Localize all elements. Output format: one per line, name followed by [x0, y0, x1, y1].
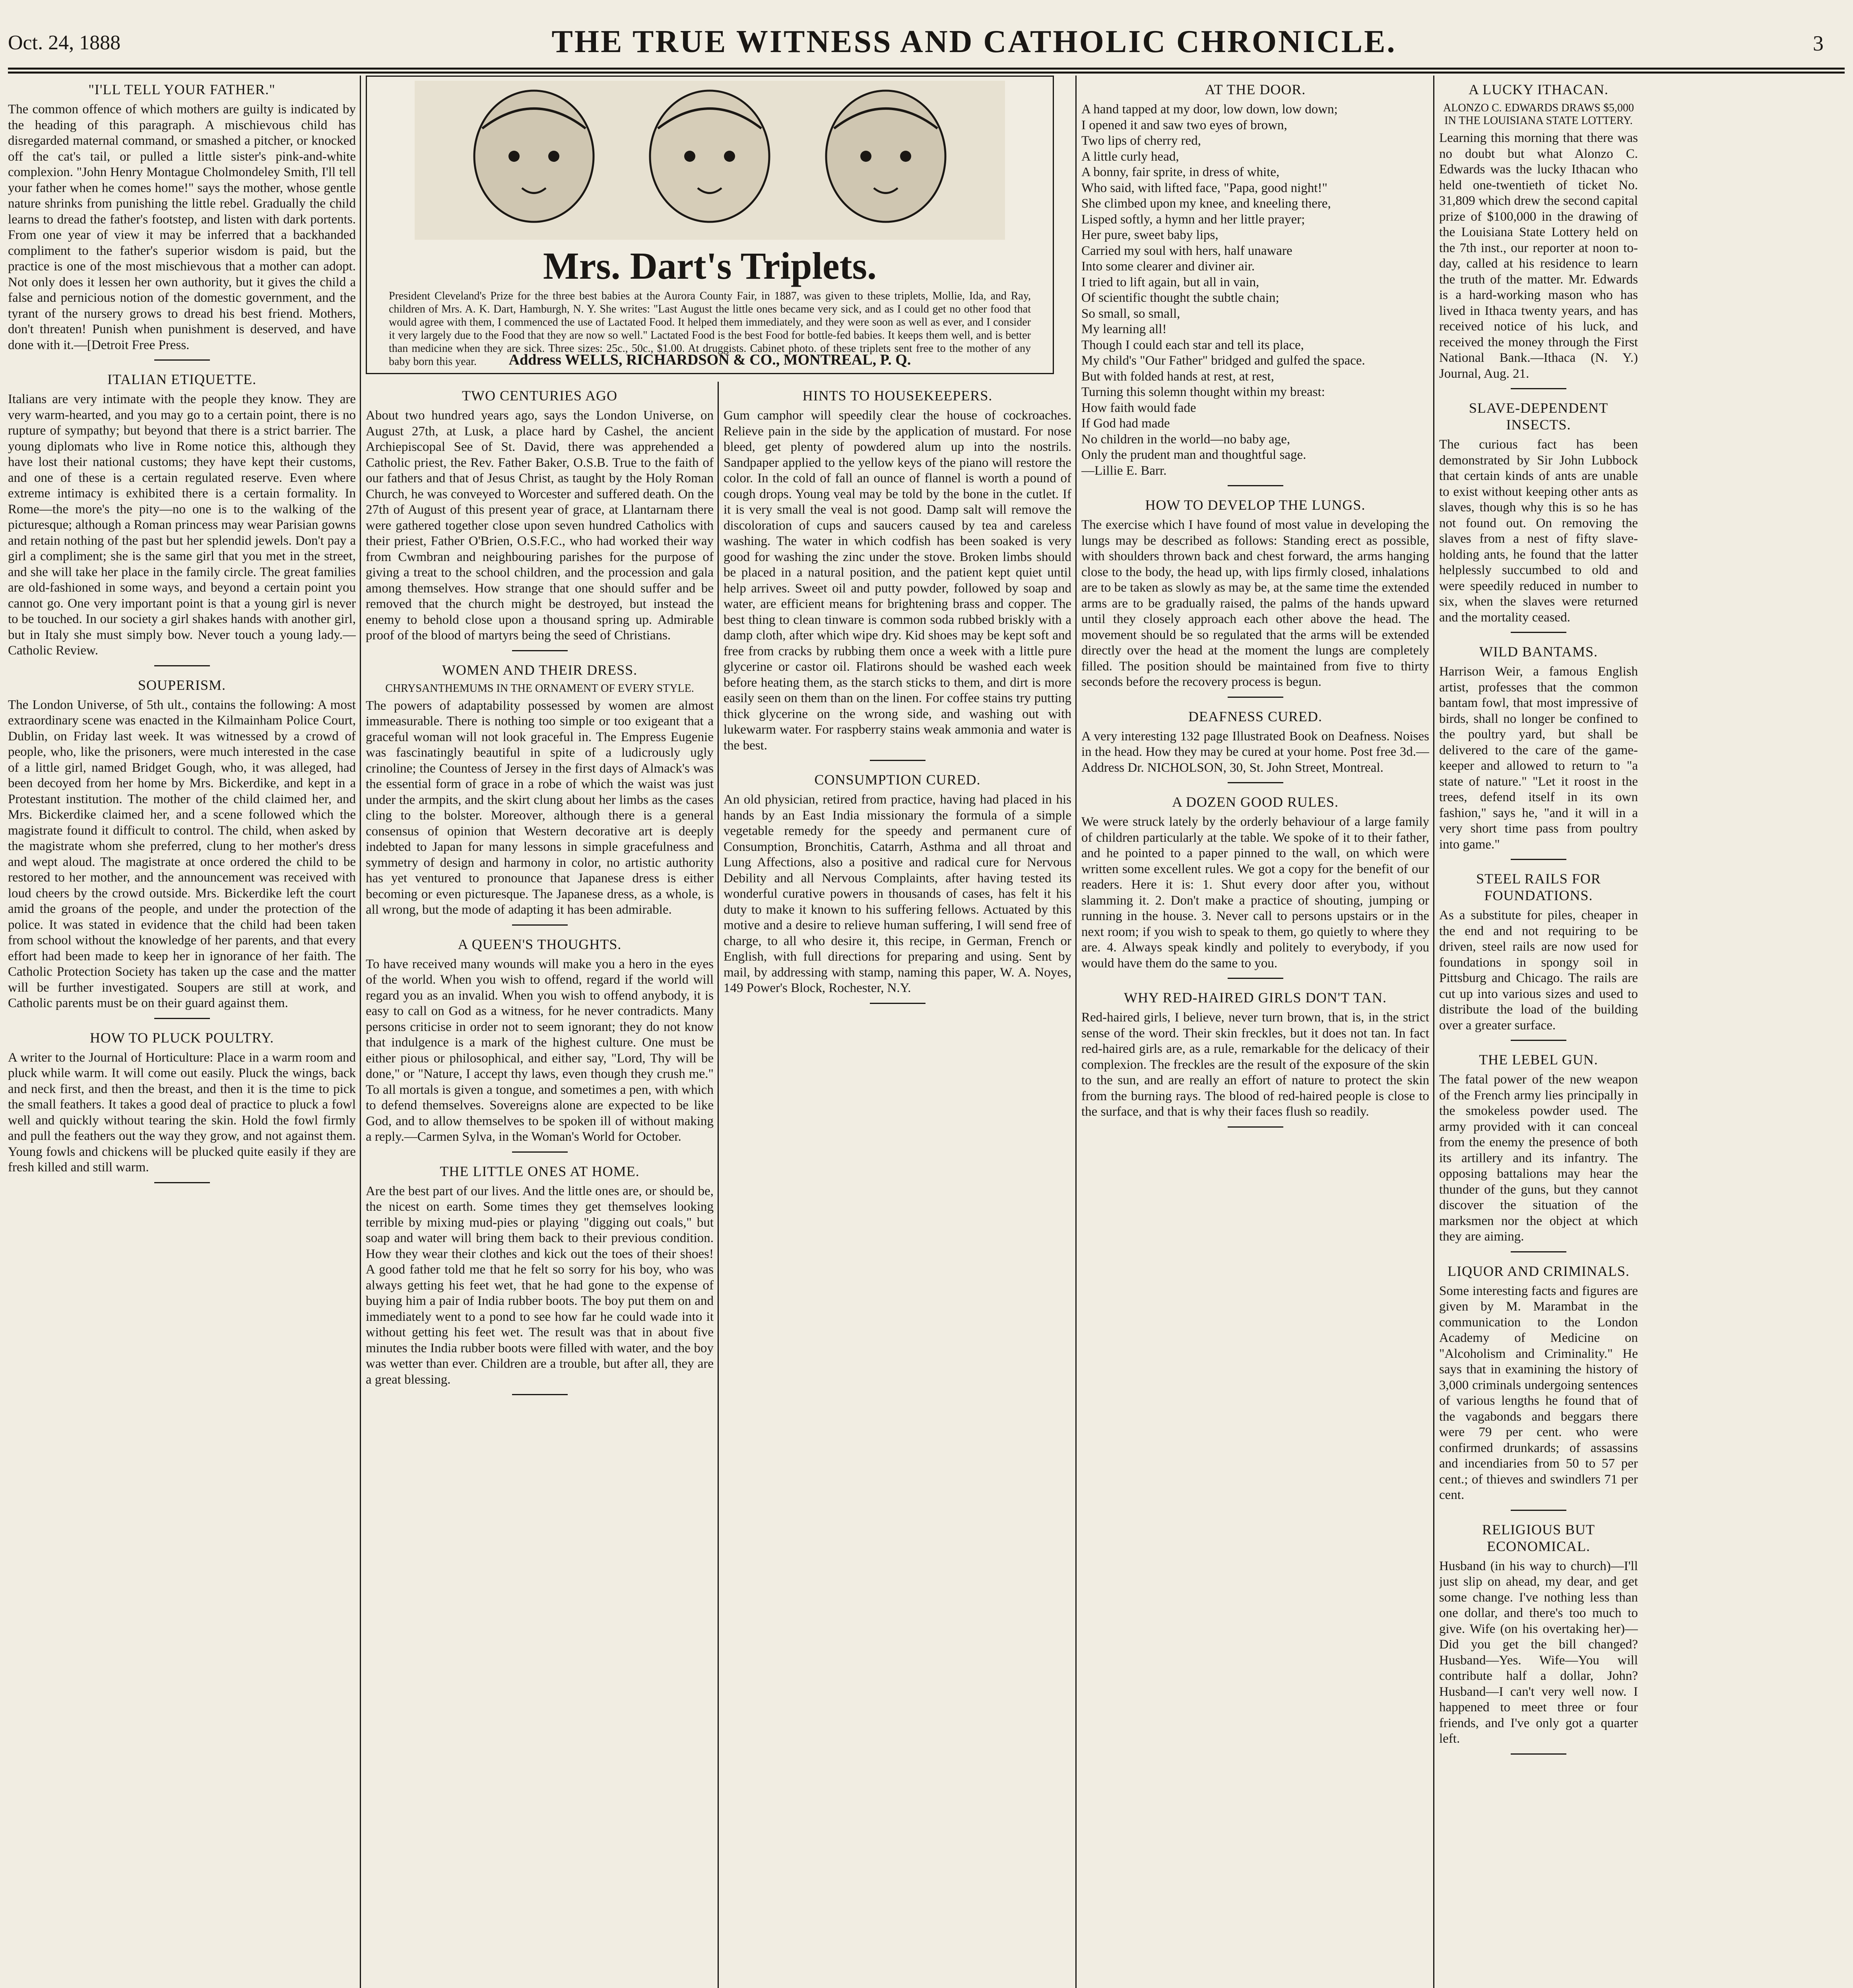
masthead-rule	[8, 68, 1845, 70]
article-separator	[1228, 782, 1283, 783]
article-separator	[1511, 388, 1566, 389]
article-separator	[1511, 1510, 1566, 1511]
article-headline: CONSUMPTION CURED.	[814, 772, 981, 788]
article-separator	[1228, 1126, 1283, 1128]
article-headline: HOW TO PLUCK POULTRY.	[89, 1029, 274, 1046]
article	[724, 771, 1071, 1004]
article-headline: WOMEN AND THEIR DRESS.	[442, 662, 638, 678]
article-separator	[1228, 697, 1283, 698]
article-separator	[512, 924, 568, 926]
article-body: The exercise which I have found of most value in developing the lungs may be described as follows: Standing erect as possible, with shoulders thrown back and chest forward, the arms hanging close to the body, the head up, with lips firmly closed, inhalations are to be taken as slowly as may be, at the same time the extended arms are to be gradually raised, the palms of the hands upward until they closely approach each other above the head. The movement should be so regulated that the arms will be extended directly over the head at the moment the lungs are completely filled. The position should be maintained from five to thirty seconds before the recovery process is begun.	[1081, 518, 1429, 689]
article-body: We were struck lately by the orderly behaviour of a large family of children particularly at the table. We spoke of it to their father, and he pointed to a paper pinned to the wall, on which were written some excellent rules. We got a copy for the benefit of our readers. Here it is: 1. Shut every door after you, without slamming it. 2. Don't make a practice of shouting, jumping or running in the house. 3. Never call to persons upstairs or in the next room; if you wish to speak to them, go quietly to where they are. 4. Always speak kindly and politely to everybody, if you would have them do the same to you.	[1081, 815, 1429, 971]
article-headline: WILD BANTAMS.	[1479, 644, 1598, 660]
article-separator	[1228, 978, 1283, 979]
column-divider	[1075, 76, 1077, 1988]
article-poem: A hand tapped at my door, low down, low down; I opened it and saw two eyes of brown, Two lips of cherry red, A little curly head, A bonny, fair sprite, in dress of white, Who said, with lifted face, "Papa, good night!" She climbed upon my knee, and kneeling there, Lisped softly, a hymn and her little prayer; Her pure, sweet baby lips, Carried my soul with hers, half unaware Into some clearer and diviner air. I tried to lift again, but all in vain, Of scientific thought the subtle chain; So small, so small, My learning all! Though I could each star and tell its place, My child's "Our Father" bridged and gulfed the space. But with folded hands at rest, at rest, Turning this solemn thought within my breast: How faith would fade If God had made No children in the world—no baby age, Only the prudent man and thoughtful sage. —Lillie E. Barr.	[1081, 102, 1365, 478]
baby-portrait-left	[474, 91, 594, 222]
article-separator	[512, 1151, 568, 1153]
article-headline: A QUEEN'S THOUGHTS.	[458, 936, 622, 952]
article-separator	[1511, 859, 1566, 860]
article-body: Red-haired girls, I believe, never turn brown, that is, in the strict sense of the word. Their skin freckles, but it does not tan. In fact red-haired girls are, as a rule, remarkable for the delicacy of their complexion. The freckles are the result of the exposure of the skin to the sun, and are really an effort of nature to protect the skin from the burning rays. The blood of red-haired people is close to the surface, and that is why their faces flush so readily.	[1081, 1010, 1429, 1119]
article-separator	[154, 1018, 210, 1019]
article-headline: SLAVE-DEPENDENT INSECTS.	[1469, 400, 1609, 433]
article-headline: STEEL RAILS FOR FOUNDATIONS.	[1476, 871, 1601, 903]
article-body: Gum camphor will speedily clear the house of cockroaches. Relieve pain in the side by the application of mustard. For nose bleed, get plenty of powdered alum up into the nostrils. Sandpaper applied to the yellow keys of the piano will restore the color. In the cold of fall an ounce of flannel is worth a pound of cough drops. Young veal may be told by the bone in the cutlet. If it is very small the veal is not good. Damp salt will remove the discoloration of cups and saucers caused by tea and careless washing. The water in which codfish has been soaked is very good for washing the zinc under the stove. Broken limbs should be placed in a natural position, and the patient kept quiet until help arrives. Sweet oil and putty powder, followed by soap and water, are efficient means for brightening brass and copper. The best thing to clean tinware is common soda rubbed briskly with a damp cloth, after which wipe dry. Kid shoes may be kept soft and free from cracks by rubbing them once a week with a little pure glycerine or castor oil. Flatirons should be washed each week before heating them, as the starch sticks to them, and dirt is more easily seen on them than on the linen. For coffee stains try putting thick glycerine on the wrong side, and washing out with lukewarm water. For raspberry stains weak ammonia and water is the best.	[724, 408, 1071, 753]
article-body: Harrison Weir, a famous English artist, professes that the common bantam fowl, that most impressive of birds, shall no longer be confined to the poultry yard, but shall be delivered to the care of the game-keeper and allowed to return to "a state of nature." "Let it roost in the trees, defend itself in its own fashion," says he, "and it will in a very short time pass from poultry into game."	[1439, 664, 1638, 852]
article-headline: THE LITTLE ONES AT HOME.	[440, 1163, 640, 1179]
article-headline: HOW TO DEVELOP THE LUNGS.	[1145, 497, 1366, 513]
article-body: Husband (in his way to church)—I'll just slip on ahead, my dear, and get some change. I've nothing less than one dollar, and there's too much to give. Wife (on his overtaking her)—Did you get the bill changed? Husband—Yes. Wife—You will contribute half a dollar, John? Husband—I can't very well now. I happened to meet three or four friends, and I've only got a quarter left.	[1439, 1559, 1638, 1746]
article-body: The powers of adaptability possessed by women are almost immeasurable. There is nothing too simple or too exigeant that a graceful woman will not look graceful in. The Empress Eugenie was fascinatingly beautiful in spite of a ludicrously ugly crinoline; the Countess of Jersey in the first days of Almack's was the essential form of grace in a robe of which the waist was just under the armpits, and the skirt clung about her limbs as the cases cling to the bolster. Moreover, although there is a general consensus of opinion that Western decorative art is deeply indebted to Japan for many lessons in simple gracefulness and symmetry of design and harmony in color, no artistic authority has yet ventured to pronounce that Japanese dress is either becoming or even picturesque. The Japanese dress, as a whole, is all wrong, but the mode of adapting it has been admirable.	[366, 698, 714, 917]
article-headline: ITALIAN ETIQUETTE.	[107, 371, 256, 387]
article-headline: AT THE DOOR.	[1205, 82, 1306, 97]
article-separator	[870, 1003, 926, 1004]
column-3	[724, 382, 1071, 1988]
article-body: A very interesting 132 page Illustrated Book on Deafness. Noises in the head. How they may be cured at your home. Post free 3d.—Address Dr. NICHOLSON, 30, St. John Street, Montreal.	[1081, 729, 1429, 775]
article-separator	[1511, 1753, 1566, 1755]
article-body: The curious fact has been demonstrated by Sir John Lubbock that certain kinds of ants are unable to exist without keeping other ants as slaves, though why this is so he has not found out. On removing the slaves from a nest of fifty slave-holding ants, he found that the latter helplessly succumbed to old and were speedily reduced in number to six, when the slaves were returned and the mortality ceased.	[1439, 437, 1638, 625]
article-headline: HINTS TO HOUSEKEEPERS.	[802, 388, 993, 404]
article	[1439, 870, 1638, 1041]
article-headline: DEAFNESS CURED.	[1188, 708, 1323, 724]
article-subheadline: ALONZO C. EDWARDS DRAWS $5,000 IN THE LOUISIANA STATE LOTTERY.	[1443, 102, 1634, 127]
triplets-illustration	[415, 81, 1005, 240]
article-headline: WHY RED-HAIRED GIRLS DON'T TAN.	[1124, 990, 1387, 1006]
article-subheadline: CHRYSANTHEMUMS IN THE ORNAMENT OF EVERY STYLE.	[385, 682, 694, 695]
article	[1081, 497, 1429, 698]
article	[1081, 989, 1429, 1128]
page-number: 3	[1813, 31, 1824, 55]
advert-title: Mrs. Dart's Triplets.	[543, 245, 877, 287]
article-body: As a substitute for piles, cheaper in the end and not requiring to be driven, steel rails are now used for foundations in spongy soil in Pittsburg and Chicago. The rails are cut up into various sizes and used to distribute the load of the building over a greater surface.	[1439, 908, 1638, 1033]
column-divider	[718, 382, 719, 1988]
article-headline: A LUCKY ITHACAN.	[1469, 82, 1609, 97]
column-4	[1081, 76, 1429, 1988]
article-headline: SOUPERISM.	[138, 677, 226, 693]
article	[366, 387, 714, 651]
issue-date: Oct. 24, 1888	[8, 31, 121, 54]
article	[724, 387, 1071, 761]
column-divider	[1433, 76, 1434, 1988]
article-body: To have received many wounds will make you a hero in the eyes of the world. When you wish to offend, regard if the world will regard you as an invalid. When you wish to offend anybody, it is easy to call on God as a witness, for he never contradicts. Many persons criticise in order not to seem ignorant; they do not know that indulgence is a mark of the highest culture. One must be either pious or philosophical, and either say, "Lord, Thy will be done," or "Nature, I accept thy laws, even though they crush me." To all mortals is given a tongue, and sometimes a pen, with which to defend themselves. Sovereigns alone are expected to be like God, and to allow themselves to be spoken ill of without making a reply.—Carmen Sylva, in the Woman's World for October.	[366, 957, 714, 1144]
article-separator	[512, 650, 568, 651]
article	[8, 371, 356, 666]
article-body: The London Universe, of 5th ult., contains the following: A most extraordinary scene was enacted in the Kilmainham Police Court, Dublin, on Friday last week. It was witnessed by a crowd of people, who, like the prisoners, were much interested in the case of a little girl, named Bridget Gough, who, it was alleged, had been decoyed from her home by Mrs. Bickerdike, and kept in a Protestant institution. The mother of the child claimed her, and Mrs. Bickerdike claimed her, and a scene followed which the magistrate found it difficult to control. The child, when asked by the magistrate whom she preferred, clung to her mother's dress and wept aloud. The magistrate at once ordered the child to be restored to her mother, and the announcement was received with loud cheers by the crowd outside. Mrs. Bickerdike left the court amid the groans of the people, and under the protection of the police. It was stated in evidence that the child had been taken from school without the knowledge of her parents, and that every effort had been made to keep her in ignorance of her faith. The Catholic Protection Society has taken up the case and the matter will be further investigated. Soupers are still at work, and Catholic parents must be on their guard against them.	[8, 697, 356, 1010]
article-separator	[870, 760, 926, 761]
article	[1081, 794, 1429, 979]
article	[366, 662, 714, 926]
baby-portrait-center	[650, 91, 769, 222]
article-separator	[1511, 1040, 1566, 1041]
article-separator	[154, 359, 210, 361]
article	[8, 677, 356, 1019]
article	[1081, 81, 1429, 486]
article	[366, 1163, 714, 1396]
article	[1439, 81, 1638, 389]
article-body: Learning this morning that there was no doubt but what Alonzo C. Edwards was the lucky Ithacan who held one-twentieth of ticket No. 31,809 which drew the second capital prize of $100,000 in the drawing of the Louisiana State Lottery held on the 7th inst., our reporter at noon to-day, called at his residence to learn the truth of the matter. Mr. Edwards is a hard-working mason who has lived in Ithaca twenty years, and has received notice of his luck, and received the money through the First National Bank.—Ithaca (N. Y.) Journal, Aug. 21.	[1439, 131, 1638, 381]
article-body: Italians are very intimate with the people they know. They are very warm-hearted, and you may go to a certain point, there is no rupture of sympathy; but beyond that there is a strict barrier. The young diplomats who live in Rome notice this, although they have lost their national customs; they have kept their customs, and one of these is a certain regulated reserve. Even where extreme intimacy is exhibited there is a certain formality. In Rome—the more's the pity—no one is to the walking of the picturesque; although a Roman princess may wear Parisian gowns and retain nothing of the past but her splendid jewels. Don't pay a girl a compliment; she is the same girl that you met in the street, and she will take her place in the family circle. The great families are old-fashioned in some ways, and beyond a certain point you cannot go. One very important point is that a young girl is never to be touched. In our society a girl shakes hands with another girl, but in Italy she must simply bow. Never touch a young lady.—Catholic Review.	[8, 392, 356, 658]
article-body: The common offence of which mothers are guilty is indicated by the heading of this paragraph. A mischievous child has disregarded maternal command, or smashed a pitcher, or knocked off the cat's tail, or pulled a little sister's pink-and-white complexion. "John Henry Montague Cholmondeley Smith, I'll tell your father when he comes home!" says the mother, whose gentle nature shrinks from punishing the little rebel. Gradually the child learns to dread the father's footstep, and listen with dark portents. From one year of view it may be inferred that a backhanded compliment to the father's superior wisdom is paid, but the practice is one of the most mischievous that a mother can adopt. Not only does it lessen her own authority, but it gives the child a false and pernicious notion of the domestic government, and the tyrant of the nursery grows to dread his best friend. Mothers, don't threaten! Punish when punishment is deserved, and have done with it.—[Detroit Free Press.	[8, 102, 356, 352]
article-separator	[512, 1394, 568, 1395]
newspaper-title: THE TRUE WITNESS AND CATHOLIC CHRONICLE.	[551, 24, 1397, 59]
advert-body: President Cleveland's Prize for the three best babies at the Aurora County Fair, in 1887, was given to these triplets, Mollie, Ida, and Ray, children of Mrs. A. K. Dart, Hamburgh, N. Y. She writes: "Last August the little ones became very sick, and as I could get no other food that would agree with them, I commenced the use of Lactated Food. It helped them immediately, and they were soon as well as ever, and I consider it very largely due to the Food that they are now so well." Lactated Food is the best Food for bottle-fed babies. It keeps them well, and is better than medicine when they are sick. Three sizes: 25c., 50c., $1.00. At druggists. Cabinet photo. of these triplets sent free to the mother of any baby born this year.	[389, 290, 1031, 368]
article	[8, 1029, 356, 1183]
article-body: Some interesting facts and figures are given by M. Marambat in the communication to the London Academy of Medicine on "Alcoholism and Criminality." He says that in examining the history of 3,000 criminals undergoing sentences of various lengths he found that of the vagabonds and beggars there were 79 per cent. who were confirmed drunkards; of assassins and incendiaries from 50 to 57 per cent.; of thieves and swindlers 71 per cent.	[1439, 1283, 1638, 1502]
article	[1439, 400, 1638, 633]
article-separator	[1511, 1251, 1566, 1252]
article-headline: "I'LL TELL YOUR FATHER."	[88, 82, 276, 97]
article-separator	[1228, 485, 1283, 486]
article	[1439, 1521, 1638, 1755]
article	[1439, 1263, 1638, 1511]
article-separator	[154, 1182, 210, 1183]
article-body: Are the best part of our lives. And the little ones are, or should be, the nicest on earth. Some times they get themselves looking terrible by mixing mud-pies or playing "digging out coals," but soap and water will bring them back to their previous condition. How they wear their clothes and kick out the toes of their shoes! A good father told me that he felt so sorry for his boy, who was always getting his feet wet, that he had gone to the expense of buying him a pair of India rubber boots. The boy put them on and immediately went to a pond to see how far he could wade into it without getting his feet wet. The result was that in about five minutes the India rubber boots were filled with water, and the boy was wetter than ever. Children are a trouble, but after all, they are a great blessing.	[366, 1184, 714, 1387]
article-headline: THE LEBEL GUN.	[1479, 1052, 1598, 1068]
article-headline: TWO CENTURIES AGO	[462, 388, 617, 404]
article-separator	[1511, 632, 1566, 633]
article-separator	[154, 665, 210, 666]
article-body: About two hundred years ago, says the London Universe, on August 27th, at Lusk, a place hard by Cashel, the ancient Archiepiscopal See of St. David, there was apprehended a Catholic priest, the Rev. Father Baker, O.S.B. True to the faith of our fathers and that of Jesus Christ, as taught by the Holy Roman Church, he was conveyed to Worcester and suffered death. On the 27th of August of this present year of grace, at Llantarnam there were gathered together close upon seven hundred Catholics with their priest, Father O'Brien, O.S.F.C., who had worked their way from Cwmbran and neighbouring parishes for the purpose of giving a treat to the school children, and the procession and gala among themselves. How strange that one should suffer and be removed that the church might be destroyed, but instead the enemy to behold close upon a thousand spring up. Admirable proof of the blood of martyrs being the seed of Christians.	[366, 408, 714, 643]
article-body: The fatal power of the new weapon of the French army lies principally in the smokeless powder used. The army provided with it can conceal from the enemy the presence of both its artillery and its infantry. The opposing battalions may hear the thunder of the guns, but they cannot discover the situation of the marksmen nor the object at which they are aiming.	[1439, 1072, 1638, 1244]
column-2	[366, 382, 714, 1988]
column-1	[8, 76, 356, 1988]
advert-address: Address WELLS, RICHARDSON & CO., MONTREAL, P. Q.	[508, 351, 911, 368]
article-body: A writer to the Journal of Horticulture: Place in a warm room and pluck while warm. It will come out easily. Pluck the wings, back and neck first, and then the breast, and then it is the time to pick the small feathers. It takes a good deal of practice to pluck a fowl well and quickly without tearing the skin. Hold the fowl firmly and pull the feathers out the way they grow, and not against them. Young fowls and chickens will be plucked quite easily if they are fresh killed and still warm.	[8, 1050, 356, 1175]
article-body: An old physician, retired from practice, having had placed in his hands by an East India missionary the formula of a simple vegetable remedy for the speedy and permanent cure of Consumption, Bronchitis, Catarrh, Asthma and all throat and Lung Affections, also a positive and radical cure for Nervous Debility and all Nervous Complaints, after having tested its wonderful curative powers in thousands of cases, has felt it his duty to make it known to his suffering fellows. Actuated by this motive and a desire to relieve human suffering, I will send free of charge, to all who desire it, this recipe, in German, French or English, with full directions for preparing and using. Sent by mail, by addressing with stamp, naming this paper, W. A. Noyes, 149 Power's Block, Rochester, N.Y.	[724, 792, 1071, 995]
article	[1081, 708, 1429, 784]
column-divider	[360, 76, 361, 1988]
masthead-rule-lower	[8, 72, 1845, 74]
article	[1439, 1051, 1638, 1252]
article	[366, 936, 714, 1153]
article-headline: LIQUOR AND CRIMINALS.	[1447, 1263, 1630, 1279]
triplets-advertisement	[366, 76, 1054, 374]
column-5	[1439, 76, 1638, 1988]
article-headline: RELIGIOUS BUT ECONOMICAL.	[1482, 1521, 1595, 1554]
article	[1439, 643, 1638, 860]
article-headline: A DOZEN GOOD RULES.	[1172, 794, 1339, 810]
baby-portrait-right	[826, 91, 945, 222]
article	[8, 81, 356, 361]
